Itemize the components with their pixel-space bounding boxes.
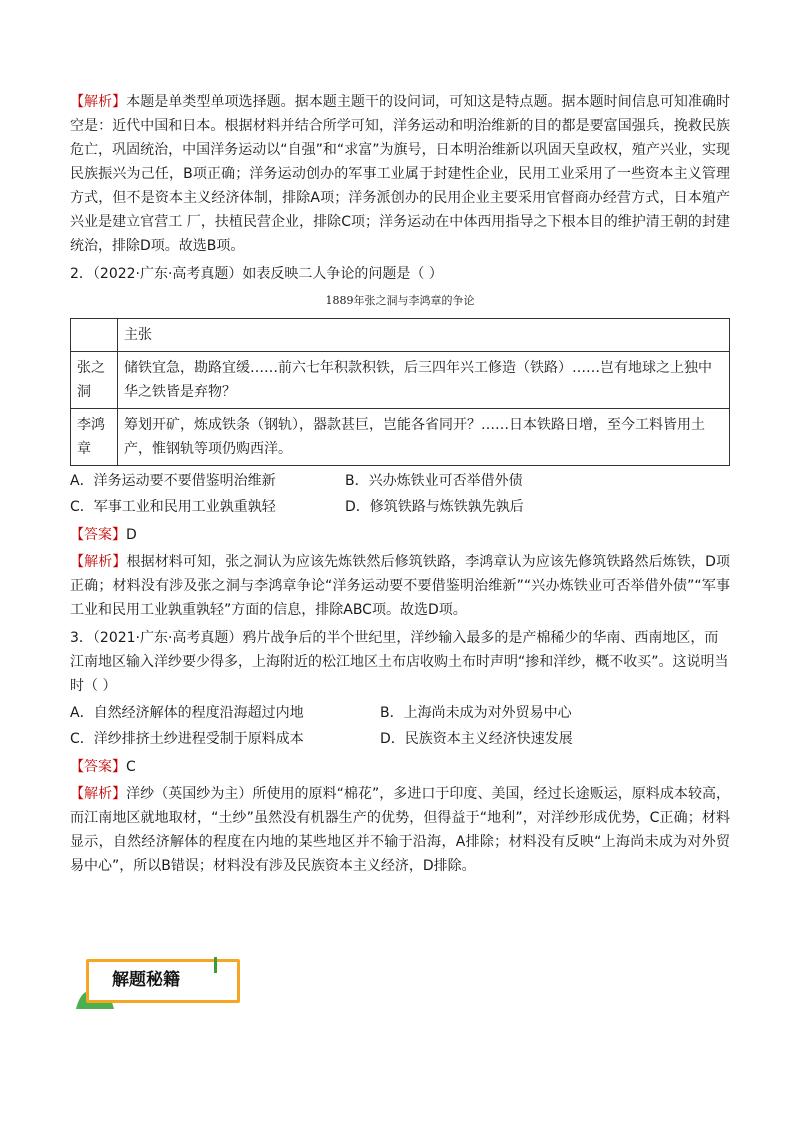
banner-accent xyxy=(214,957,217,973)
option-a: A．洋务运动要不要借鉴明治维新 xyxy=(70,473,276,489)
question-3-analysis xyxy=(70,782,730,878)
option-d: D．民族资本主义经济快速发展 xyxy=(380,731,573,747)
table-cell-person: 张之洞 xyxy=(71,352,118,409)
option-c: C．军事工业和民用工业孰重孰轻 xyxy=(70,499,276,515)
analysis-tag: 【解析】 xyxy=(70,94,127,110)
question-3-options xyxy=(70,700,730,752)
answer-tag: 【答案】 xyxy=(70,527,126,543)
table-row xyxy=(71,352,730,409)
analysis-tag: 【解析】 xyxy=(70,786,127,802)
question-2-analysis xyxy=(70,550,730,622)
answer-value: D xyxy=(126,527,137,543)
analysis-tag: 【解析】 xyxy=(70,554,127,570)
table-cell-claim: 筹划开矿，炼成铁条（钢轨），器款甚巨，岂能各省同开？……日本铁路日增，至今工料皆用土产，惟钢轨等项仍购西洋。 xyxy=(118,409,730,466)
table-cell-empty xyxy=(71,319,118,352)
debate-table xyxy=(70,318,730,466)
table-row xyxy=(71,319,730,352)
option-c: C．洋纱排挤土纱进程受制于原料成本 xyxy=(70,731,304,747)
answer-value: C xyxy=(126,759,136,775)
option-a: A．自然经济解体的程度沿海超过内地 xyxy=(70,705,304,721)
answer-tag: 【答案】 xyxy=(70,759,126,775)
banner-label: 解题秘籍 xyxy=(112,970,180,990)
option-b: B．上海尚未成为对外贸易中心 xyxy=(380,705,572,721)
option-b: B．兴办炼铁业可否举借外债 xyxy=(345,473,523,489)
table-cell-claim: 储铁宜急，勘路宜缓……前六七年积款积铁，后三四年兴工修造（铁路）……岂有地球之上独中华之铁皆是弃物？ xyxy=(118,352,730,409)
table-cell-person: 李鸿章 xyxy=(71,409,118,466)
option-d: D．修筑铁路与炼铁孰先孰后 xyxy=(345,499,524,515)
analysis-text: 洋纱（英国纱为主）所使用的原料“棉花”，多进口于印度、美国，经过长途贩运，原料成本较高，而江南地区就地取材，“土纱”虽然没有机器生产的优势，但得益于“地利”，对洋纱形成优势，C正确；材料显示，自然经济解体的程度在内地的某些地区并不输于沿海，A排除；材料没有反映“上海尚未成为对外贸易中心”，所以B错误；材料没有涉及民族资本主义经济，D排除。 xyxy=(70,786,731,874)
document-body xyxy=(70,90,730,878)
question-3-stem: 3．（2021·广东·高考真题）鸦片战争后的半个世纪里，洋纱输入最多的是产棉稀少的华南、西南地区，而江南地区输入洋纱要少得多，上海附近的松江地区土布店收购土布时声明“掺和洋纱，概不收买”。这说明当时（ ） xyxy=(70,630,729,694)
analysis-text: 根据材料可知，张之洞认为应该先炼铁然后修筑铁路，李鸿章认为应该先修筑铁路然后炼铁，D项正确；材料没有涉及张之洞与李鸿章争论“洋务运动要不要借鉴明治维新”“兴办炼铁业可否举借外债”“军事工业和民用工业孰重孰轻”方面的信息，排除ABC项。故选D项。 xyxy=(70,554,731,618)
table-header-claim: 主张 xyxy=(118,319,730,352)
table-row xyxy=(71,409,730,466)
question-2-options xyxy=(70,468,730,520)
analysis-block-1 xyxy=(70,90,730,258)
analysis-text: 本题是单类型单项选择题。据本题主题干的设问词，可知这是特点题。据本题时间信息可知准确时空是：近代中国和日本。根据材料并结合所学可知，洋务运动和明治维新的目的都是要富国强兵，挽救民族危亡，巩固统治，中国洋务运动以“自强”和“求富”为旗号，日本明治维新以巩固天皇政权，殖产兴业，实现民族振兴为己任，B项正确；洋务运动创办的军事工业属于封建性企业，民用工业采用了一些资本主义管理方式，但不是资本主义经济体制，排除A项；洋务派创办的民用企业主要采用官督商办经营方式，日本殖产兴业是建立官营工 厂，扶植民营企业，排除C项；洋务运动在中体西用指导之下根本目的维护清王朝的封建统治，排除D项。故选B项。 xyxy=(70,94,731,254)
section-banner xyxy=(76,953,246,1009)
question-2-stem: 2．（2022·广东·高考真题）如表反映二人争论的问题是（ ） xyxy=(70,266,443,282)
question-3-answer xyxy=(70,754,730,780)
table-caption: 1889年张之洞与李鸿章的争论 xyxy=(325,294,475,307)
question-2-answer xyxy=(70,522,730,548)
